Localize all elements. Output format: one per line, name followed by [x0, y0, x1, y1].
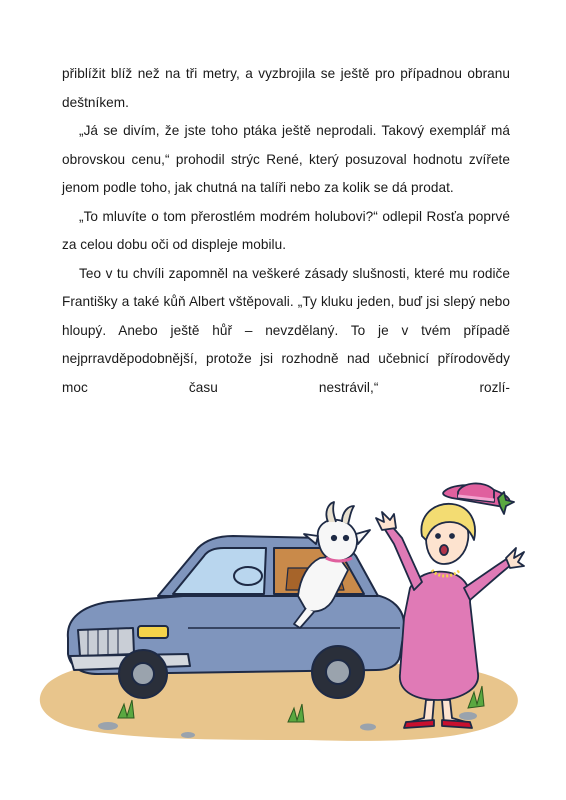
- woman-eye: [436, 534, 440, 538]
- goat-horn: [342, 506, 354, 524]
- stone: [459, 712, 477, 720]
- car-and-woman-illustration: [38, 478, 528, 748]
- woman-mouth: [440, 545, 448, 555]
- goat-ear: [356, 530, 370, 544]
- paragraph: „To mluvíte o tom přerostlém modrém holubovi?“ odlepil Rosťa poprvé za celou dobu oči od displeje mobilu.: [62, 208, 510, 252]
- goat-head: [318, 520, 357, 561]
- paragraph: „Já se divím, že jste toho ptáka ještě neprodali. Takový exemplář má obrovskou cenu,“ prohodil strýc René, který posuzoval hodnotu zvířete jenom podle toho, jak chutná na talíři nebo za kolik se dá prodat.: [62, 123, 510, 195]
- car-headlight: [138, 626, 168, 638]
- woman-eye: [450, 534, 454, 538]
- goat-eye: [344, 536, 348, 540]
- woman-shoe: [404, 720, 434, 728]
- car-grille: [78, 628, 134, 656]
- woman-hand-left: [376, 512, 396, 530]
- stone: [360, 724, 376, 731]
- goat-horn: [326, 502, 336, 522]
- body-text: [62, 60, 510, 402]
- woman-arm-left: [384, 524, 422, 590]
- woman-hand-right: [506, 548, 524, 568]
- paragraph: Teo v tu chvíli zapomněl na veškeré zásady slušnosti, které mu rodiče Františky a také kůň Albert vštěpovali. „Ty kluku jeden, buď jsi slepý nebo hloupý. Anebo ještě hůř – nevzdělaný. To je v tvém případě nejprravděpodobnější, protože jsi rozhodně nad učebnicí přírodovědy moc času nestrávil,“ rozlí-: [62, 265, 510, 395]
- woman-arm-right: [464, 558, 512, 600]
- paragraph: přiblížit blíž než na tři metry, a vyzbrojila se ještě pro případnou obranu deštníkem.: [62, 66, 510, 110]
- woman-shoe: [442, 720, 472, 728]
- stone: [181, 732, 195, 738]
- stone: [98, 722, 118, 730]
- goat-eye: [332, 536, 336, 540]
